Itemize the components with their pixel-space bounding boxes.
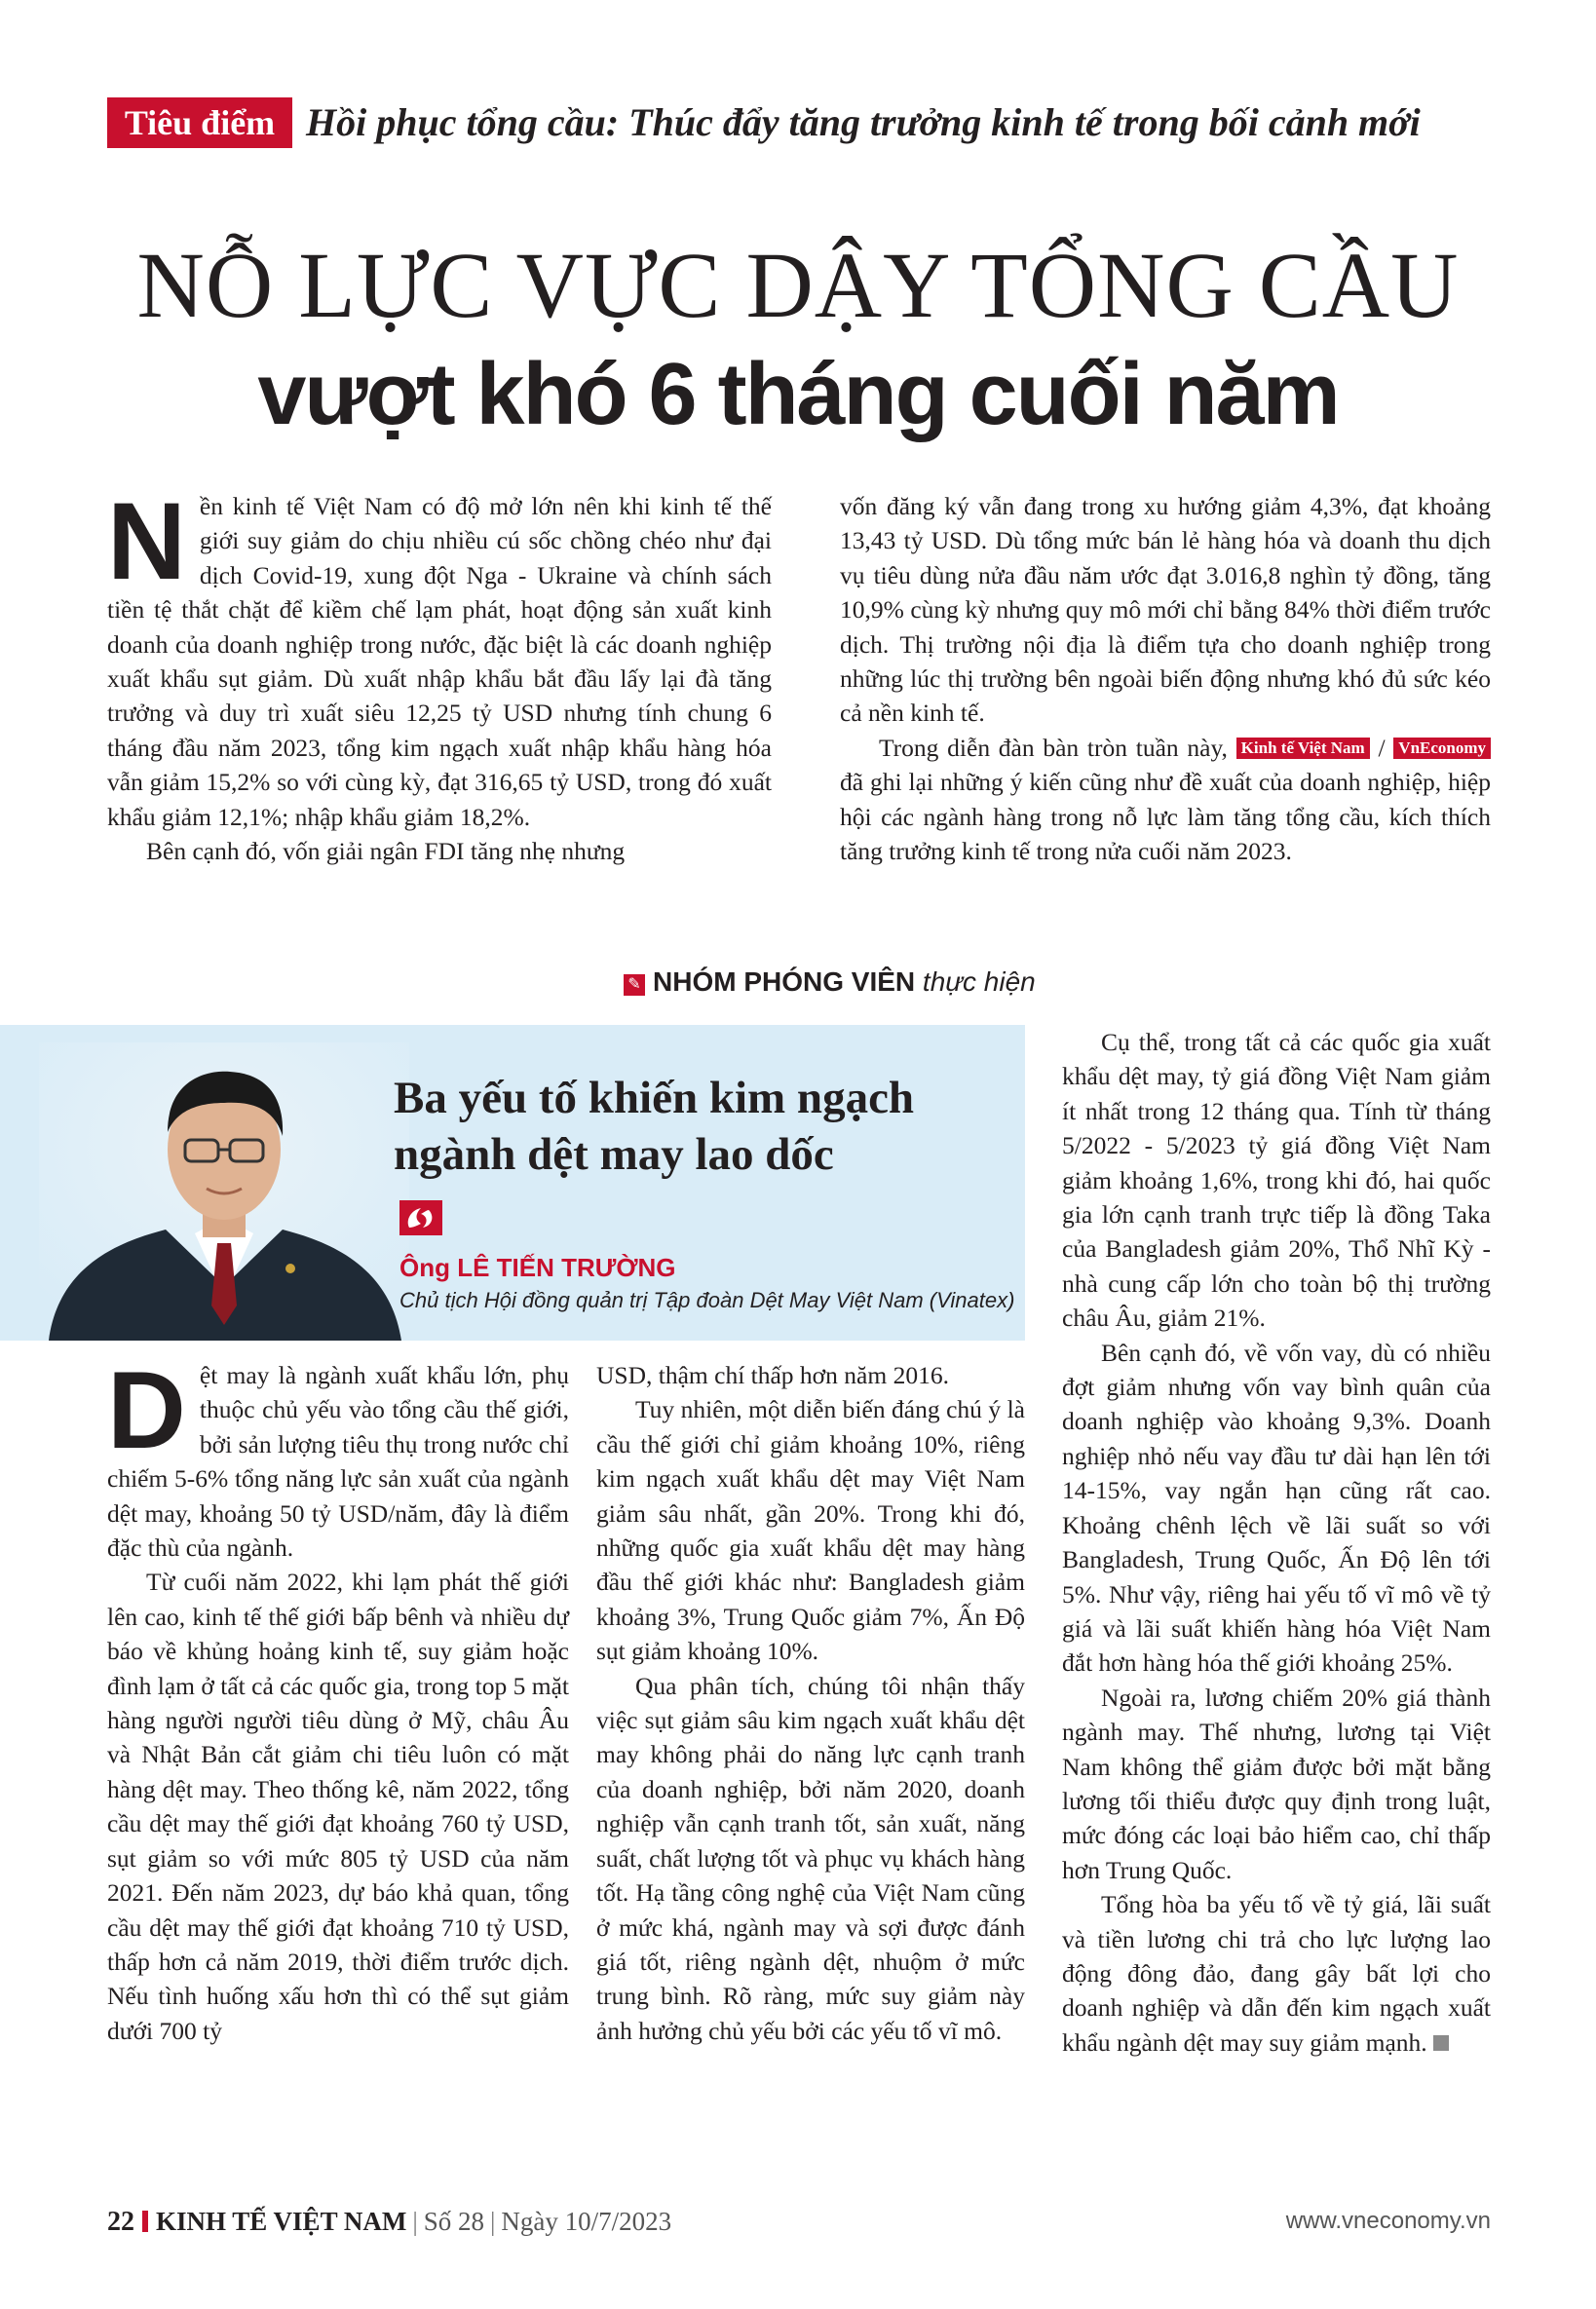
interview-paragraph-1 <box>107 1349 569 1565</box>
pen-icon: ✎ <box>624 974 645 996</box>
interview-paragraph-7: Bên cạnh đó, về vốn vay, dù có nhiều đợt giảm nhưng vốn vay bình quân của doanh nghiệp vào khoảng 9,3%. Doanh nghiệp nhỏ nếu vay đầu tư dài hạn lên tới 14-15%, vay ngắn hạn cũng rất cao. Khoảng chênh lệch về lãi suất so với Bangladesh, Trung Quốc, Ấn Độ lên tới 5%. Như vậy, riêng hai yếu tố vĩ mô về tỷ giá và lãi suất khiến hàng hóa Việt Nam đắt hơn hàng hóa thế giới khoảng 25%. <box>1062 1338 1491 1678</box>
page-number: 22 <box>107 2207 134 2237</box>
speaker-marker-icon <box>399 1200 442 1235</box>
interview-paragraph-3: USD, thậm chí thấp hơn năm 2016. <box>596 1361 949 1389</box>
speaker-portrait <box>39 1042 409 1341</box>
interview-paragraph-1-text: ệt may là ngành xuất khẩu lớn, phụ thuộc chủ yếu vào tổng cầu thế giới, bởi sản lượng tiêu thụ trong nước chỉ chiếm 5-6% tổng năng lực sản xuất của ngành dệt may, khoảng 50 tỷ USD/năm, đây là điểm đặc thù của ngành. <box>107 1361 569 1563</box>
footer-separator: | <box>490 2207 496 2236</box>
interview-paragraph-5: Qua phân tích, chúng tôi nhận thấy việc sụt giảm sâu kim ngạch xuất khẩu dệt may không phải do năng lực cạnh tranh của doanh nghiệp, bởi năm 2020, doanh nghiệp vẫn cạnh tranh tốt, sản xuất, năng suất, chất lượng tốt và phục vụ khách hàng tốt. Hạ tầng công nghệ của Việt Nam cũng ở mức khá, ngành may và sợi được đánh giá tốt, riêng ngành dệt, nhuộm ở mức trung bình. Rõ ràng, mức suy giảm này ảnh hưởng chủ yếu bởi các yếu tố vĩ mô. <box>596 1671 1025 2045</box>
intro-column-1 <box>107 480 772 868</box>
intro-paragraph-4-lead: Trong diễn đàn bàn tròn tuần này, <box>879 733 1228 762</box>
magazine-name: KINH TẾ VIỆT NAM <box>156 2207 407 2236</box>
interview-column-3 <box>1062 1025 1491 2060</box>
issue-number: Số 28 <box>423 2207 485 2236</box>
interview-paragraph-9 <box>1062 1887 1491 2060</box>
interview-paragraph-9-text: Tổng hòa ba yếu tố về tỷ giá, lãi suất và tiền lương chi trả cho lực lượng lao động đông đảo, đang gây bất lợi cho doanh nghiệp và dẫn đến kim ngạch xuất khẩu ngành dệt may suy giảm mạnh. <box>1062 1890 1491 2057</box>
brand-separator: / <box>1378 733 1386 762</box>
brand-logo-kinh-te-viet-nam: Kinh tế Việt Nam <box>1236 738 1370 759</box>
interview-paragraph-4: Tuy nhiên, một diễn biến đáng chú ý là cầu thế giới chỉ giảm khoảng 10%, riêng kim ngạch xuất khẩu dệt may Việt Nam giảm sâu nhất, gần 20%. Trong khi đó, những quốc gia xuất khẩu dệt may hàng đầu thế giới khác như: Bangladesh giảm khoảng 3%, Trung Quốc giảm 7%, Ấn Độ sụt giảm khoảng 10%. <box>596 1395 1025 1666</box>
byline <box>624 965 1036 1000</box>
headline-line-1: NỖ LỰC VỰC DẬY TỔNG CẦU <box>136 233 1460 337</box>
intro-column-2 <box>840 489 1491 868</box>
intro-paragraph-2: Bên cạnh đó, vốn giải ngân FDI tăng nhẹ nhưng <box>146 837 626 866</box>
interview-dropcap: D <box>107 1349 186 1471</box>
byline-team: NHÓM PHÓNG VIÊN <box>653 966 916 997</box>
interview-column-2 <box>596 1358 1025 2048</box>
brand-logo-vneconomy: VnEconomy <box>1393 738 1491 759</box>
footer-red-bar <box>142 2211 148 2232</box>
speaker-name: Ông LÊ TIẾN TRƯỜNG <box>399 1253 676 1282</box>
footer-publication-info <box>107 2202 671 2242</box>
intro-paragraph-4 <box>840 731 1491 869</box>
interview-title: Ba yếu tố khiến kim ngạch ngành dệt may lao dốc <box>394 1073 915 1180</box>
footer-website[interactable]: www.vneconomy.vn <box>1285 2208 1491 2234</box>
footer-separator: | <box>412 2207 418 2236</box>
issue-date: Ngày 10/7/2023 <box>501 2207 672 2236</box>
byline-suffix: thực hiện <box>922 966 1036 997</box>
section-kicker: Hồi phục tổng cầu: Thúc đẩy tăng trưởng kinh tế trong bối cảnh mới <box>306 100 1421 144</box>
intro-paragraph-1 <box>107 480 772 834</box>
intro-paragraph-1-text: ền kinh tế Việt Nam có độ mở lớn nên khi kinh tế thế giới suy giảm do chịu nhiều cú sốc chồng chéo như đại dịch Covid-19, xung đột Nga - Ukraine và chính sách tiền tệ thắt chặt để kiềm chế lạm phát, hoạt động sản xuất kinh doanh của doanh nghiệp trong nước, đặc biệt là các doanh nghiệp xuất khẩu sụt giảm. Dù xuất nhập khẩu bắt đầu lấy lại đà tăng trưởng và duy trì xuất siêu 12,25 tỷ USD nhưng tính chung 6 tháng đầu năm 2023, tổng kim ngạch xuất nhập khẩu hàng hóa vẫn giảm 15,2% so với cùng kỳ, đạt 316,65 tỷ USD, trong đó xuất khẩu giảm 12,1%; nhập khẩu giảm 18,2%. <box>107 492 772 831</box>
interview-column-1 <box>107 1349 569 2048</box>
intro-paragraph-4-rest: đã ghi lại những ý kiến cũng như đề xuất của doanh nghiệp, hiệp hội các ngành hàng trong nỗ lực làm tăng tổng cầu, kích thích tăng trưởng kinh tế trong nửa cuối năm 2023. <box>840 768 1491 866</box>
section-tag: Tiêu điểm <box>107 97 292 148</box>
intro-dropcap: N <box>107 480 186 602</box>
interview-paragraph-8: Ngoài ra, lương chiếm 20% giá thành ngành may. Thế nhưng, lương tại Việt Nam không thể giảm được bởi mặt bằng lương tối thiểu được quy định trong luật, mức đóng các loại bảo hiểm cao, chỉ thấp hơn Trung Quốc. <box>1062 1683 1491 1884</box>
interview-paragraph-6: Cụ thể, trong tất cả các quốc gia xuất khẩu dệt may, tỷ giá đồng Việt Nam giảm ít nhất trong 12 tháng qua. Tính từ tháng 5/2022 - 5/2023 tỷ giá đồng Việt Nam giảm khoảng 1,6%, trong khi đó, hai quốc gia lớn cạnh tranh trực tiếp là đồng Taka của Bangladesh giảm 20%, Thổ Nhĩ Kỳ - nhà cung cấp lớn cho toàn bộ thị trường châu Âu, giảm 21%. <box>1062 1028 1491 1333</box>
speaker-title: Chủ tịch Hội đồng quản trị Tập đoàn Dệt May Việt Nam (Vinatex) <box>399 1288 1015 1312</box>
intro-paragraph-3: vốn đăng ký vẫn đang trong xu hướng giảm 4,3%, đạt khoảng 13,43 tỷ USD. Dù tổng mức bán lẻ hàng hóa và doanh thu dịch vụ tiêu dùng nửa đầu năm ước đạt 3.016,8 nghìn tỷ đồng, tăng 10,9% cùng kỳ nhưng quy mô mới chỉ bằng 84% thời điểm trước dịch. Thị trường nội địa là điểm tựa cho doanh nghiệp trong những lúc thị trường bên ngoài biến động nhưng khó đủ sức kéo cả nền kinh tế. <box>840 492 1491 728</box>
interview-paragraph-2: Từ cuối năm 2022, khi lạm phát thế giới lên cao, kinh tế thế giới bấp bênh và nhiều dự báo về khủng hoảng kinh tế, suy giảm hoặc đình lạm ở tất cả các quốc gia, trong top 5 mặt hàng người người tiêu dùng ở Mỹ, châu Âu và Nhật Bản cắt giảm chi tiêu luôn có mặt hàng dệt may. Theo thống kê, năm 2022, tổng cầu dệt may thế giới đạt khoảng 760 tỷ USD, sụt giảm so với mức 805 tỷ USD của năm 2021. Đến năm 2023, dự báo khả quan, tổng cầu dệt may thế giới đạt khoảng 710 tỷ USD, thấp hơn cả năm 2019, thời điểm trước dịch. Nếu tình huống xấu hơn thì có thể sụt giảm dưới 700 tỷ <box>107 1568 569 2045</box>
end-of-article-icon <box>1433 2035 1449 2051</box>
headline-line-2: vượt khó 6 tháng cuối năm <box>257 346 1339 443</box>
